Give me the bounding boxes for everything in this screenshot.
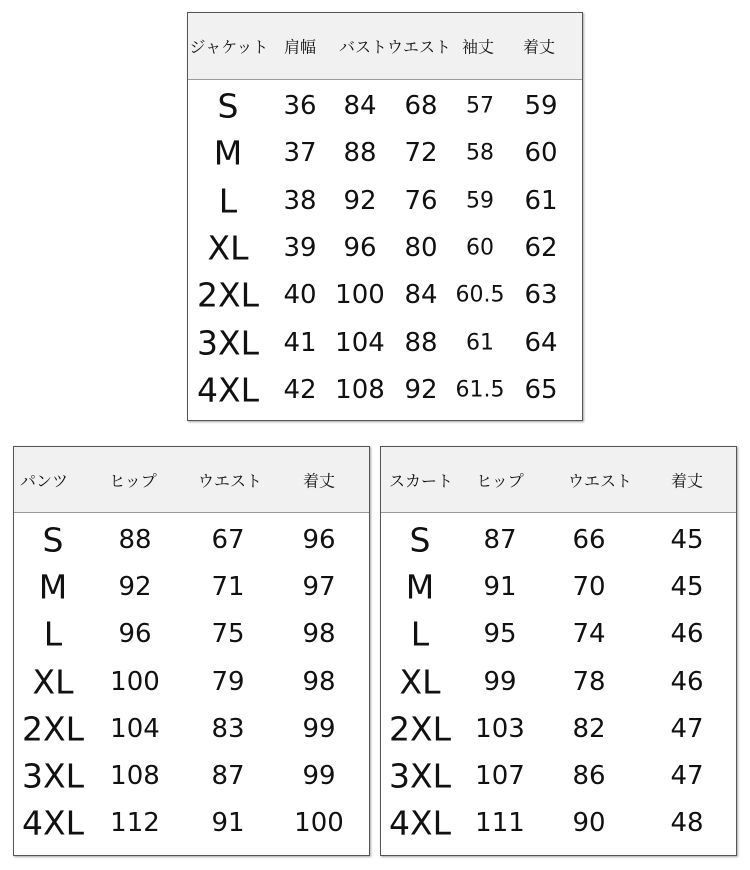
jacket-cell-value: 76: [404, 185, 438, 216]
jacket-header-cell: 肩幅: [283, 37, 317, 57]
jacket-cell-value: 84: [343, 91, 377, 121]
jacket-cell-value: 59: [524, 91, 558, 121]
pants-cell-value: 112: [110, 808, 160, 839]
jacket-cell-value: 38: [283, 185, 317, 216]
skirt-cell-value: 46: [670, 619, 704, 650]
skirt-cell-value: 48: [670, 808, 704, 839]
skirt-size-label: M: [405, 567, 435, 607]
jacket-cell-value: 61: [524, 185, 558, 216]
jacket-cell-value: 72: [404, 138, 438, 169]
jacket-cell-value: 61.5: [455, 377, 505, 403]
jacket-size-label: XL: [207, 228, 249, 268]
jacket-cell-value: 39: [283, 232, 317, 263]
jacket-cell-value: 41: [283, 327, 317, 358]
jacket-size-label: 2XL: [197, 275, 259, 315]
pants-size-label: 2XL: [22, 709, 84, 749]
skirt-size-label: 4XL: [389, 803, 451, 843]
jacket-cell-value: 104: [335, 327, 385, 358]
jacket-header-row: [188, 13, 582, 80]
pants-cell-value: 71: [211, 572, 245, 603]
skirt-cell-value: 86: [572, 761, 606, 791]
skirt-table-row: [381, 517, 736, 563]
jacket-cell-value: 84: [404, 280, 438, 311]
jacket-table-row: [188, 320, 582, 366]
skirt-cell-value: 78: [572, 666, 606, 697]
jacket-cell-value: 61: [466, 330, 494, 355]
pants-header-cell: ウエスト: [197, 471, 263, 490]
skirt-cell-value: 74: [572, 619, 606, 650]
skirt-header-cell: 着丈: [670, 471, 704, 490]
skirt-cell-value: 95: [483, 619, 517, 650]
jacket-cell-value: 60: [466, 235, 494, 261]
pants-size-label: XL: [32, 662, 74, 702]
jacket-cell-value: 42: [283, 374, 317, 405]
jacket-cell-value: 37: [283, 138, 317, 169]
skirt-cell-value: 45: [670, 572, 704, 603]
pants-cell-value: 67: [211, 525, 245, 555]
jacket-cell-value: 60: [524, 138, 558, 169]
skirt-size-label: L: [410, 614, 430, 654]
skirt-size-label: S: [409, 520, 431, 560]
jacket-table-row: [188, 178, 582, 224]
jacket-cell-value: 80: [404, 232, 438, 263]
jacket-size-table: [187, 12, 583, 421]
jacket-cell-value: 36: [283, 91, 317, 121]
pants-cell-value: 96: [118, 619, 152, 650]
skirt-cell-value: 82: [572, 713, 606, 744]
skirt-table-row: [381, 611, 736, 657]
pants-cell-value: 96: [302, 525, 336, 555]
jacket-table-row: [188, 225, 582, 271]
skirt-header-cell: スカート: [388, 471, 454, 490]
skirt-cell-value: 45: [670, 525, 704, 555]
jacket-table-row: [188, 367, 582, 413]
skirt-table-row: [381, 659, 736, 705]
jacket-header-cell: 袖丈: [461, 37, 495, 57]
pants-size-label: L: [43, 614, 63, 654]
jacket-cell-value: 57: [466, 93, 494, 119]
jacket-cell-value: 92: [404, 374, 438, 405]
pants-cell-value: 88: [118, 525, 152, 555]
pants-table-row: [14, 659, 369, 705]
pants-table-row: [14, 517, 369, 563]
pants-table-row: [14, 611, 369, 657]
pants-cell-value: 100: [110, 666, 160, 697]
skirt-cell-value: 90: [572, 808, 606, 839]
pants-size-label: 4XL: [22, 803, 84, 843]
jacket-cell-value: 100: [335, 280, 385, 311]
skirt-header-cell: ウエスト: [567, 471, 633, 490]
pants-cell-value: 92: [118, 572, 152, 603]
jacket-size-label: L: [218, 181, 238, 221]
skirt-cell-value: 91: [483, 572, 517, 603]
jacket-cell-value: 62: [524, 232, 558, 263]
pants-cell-value: 75: [211, 619, 245, 650]
skirt-size-label: 3XL: [389, 756, 451, 796]
pants-header-cell: パンツ: [19, 471, 69, 490]
jacket-cell-value: 88: [343, 138, 377, 169]
skirt-cell-value: 103: [475, 713, 525, 744]
pants-cell-value: 98: [302, 619, 336, 650]
jacket-header-cell: バストウエスト: [338, 37, 452, 57]
pants-cell-value: 108: [110, 761, 160, 791]
jacket-size-label: M: [213, 133, 243, 173]
pants-header-row: [14, 447, 369, 513]
skirt-cell-value: 66: [572, 525, 606, 555]
skirt-table-row: [381, 564, 736, 610]
jacket-cell-value: 58: [466, 140, 494, 166]
skirt-cell-value: 99: [483, 666, 517, 697]
skirt-size-table: [380, 446, 737, 856]
jacket-header-cell: 着丈: [522, 37, 556, 57]
skirt-cell-value: 47: [670, 713, 704, 744]
skirt-cell-value: 70: [572, 572, 606, 603]
jacket-cell-value: 108: [335, 374, 385, 405]
skirt-cell-value: 46: [670, 666, 704, 697]
pants-table-row: [14, 800, 369, 846]
jacket-cell-value: 64: [524, 327, 558, 358]
pants-size-table: [13, 446, 370, 856]
pants-size-label: S: [42, 520, 64, 560]
pants-cell-value: 98: [302, 666, 336, 697]
pants-table-row: [14, 753, 369, 799]
skirt-header-cell: ヒップ: [476, 471, 524, 490]
pants-header-cell: ヒップ: [109, 471, 157, 490]
pants-table-row: [14, 706, 369, 752]
jacket-table-row: [188, 130, 582, 176]
skirt-table-row: [381, 753, 736, 799]
skirt-table-row: [381, 706, 736, 752]
pants-size-label: M: [38, 567, 68, 607]
jacket-size-label: S: [217, 86, 239, 126]
pants-table-row: [14, 564, 369, 610]
pants-cell-value: 87: [211, 761, 245, 791]
skirt-cell-value: 107: [475, 761, 525, 791]
jacket-cell-value: 63: [524, 280, 558, 311]
jacket-header-cell: ジャケット: [189, 37, 269, 57]
pants-size-label: 3XL: [22, 756, 84, 796]
jacket-cell-value: 40: [283, 280, 317, 311]
skirt-cell-value: 47: [670, 761, 704, 791]
pants-cell-value: 97: [302, 572, 336, 603]
jacket-cell-value: 68: [404, 91, 438, 121]
jacket-size-label: 3XL: [197, 323, 259, 362]
jacket-table-row: [188, 272, 582, 318]
pants-cell-value: 83: [211, 713, 245, 744]
pants-cell-value: 104: [110, 713, 160, 744]
pants-cell-value: 79: [211, 666, 245, 697]
skirt-header-row: [381, 447, 736, 513]
jacket-cell-value: 65: [524, 374, 558, 405]
skirt-size-label: 2XL: [389, 709, 451, 749]
pants-cell-value: 100: [294, 808, 344, 839]
skirt-cell-value: 111: [475, 808, 525, 839]
pants-header-cell: 着丈: [302, 471, 336, 490]
jacket-cell-value: 88: [404, 327, 438, 358]
skirt-table-row: [381, 800, 736, 846]
pants-cell-value: 99: [302, 713, 336, 744]
jacket-cell-value: 59: [466, 188, 494, 214]
jacket-cell-value: 92: [343, 185, 377, 216]
jacket-table-row: [188, 83, 582, 129]
pants-cell-value: 91: [211, 808, 245, 839]
skirt-cell-value: 87: [483, 525, 517, 555]
jacket-cell-value: 60.5: [455, 282, 505, 308]
jacket-size-label: 4XL: [197, 370, 259, 410]
skirt-size-label: XL: [399, 662, 441, 702]
pants-cell-value: 99: [302, 761, 336, 791]
jacket-cell-value: 96: [343, 232, 377, 263]
